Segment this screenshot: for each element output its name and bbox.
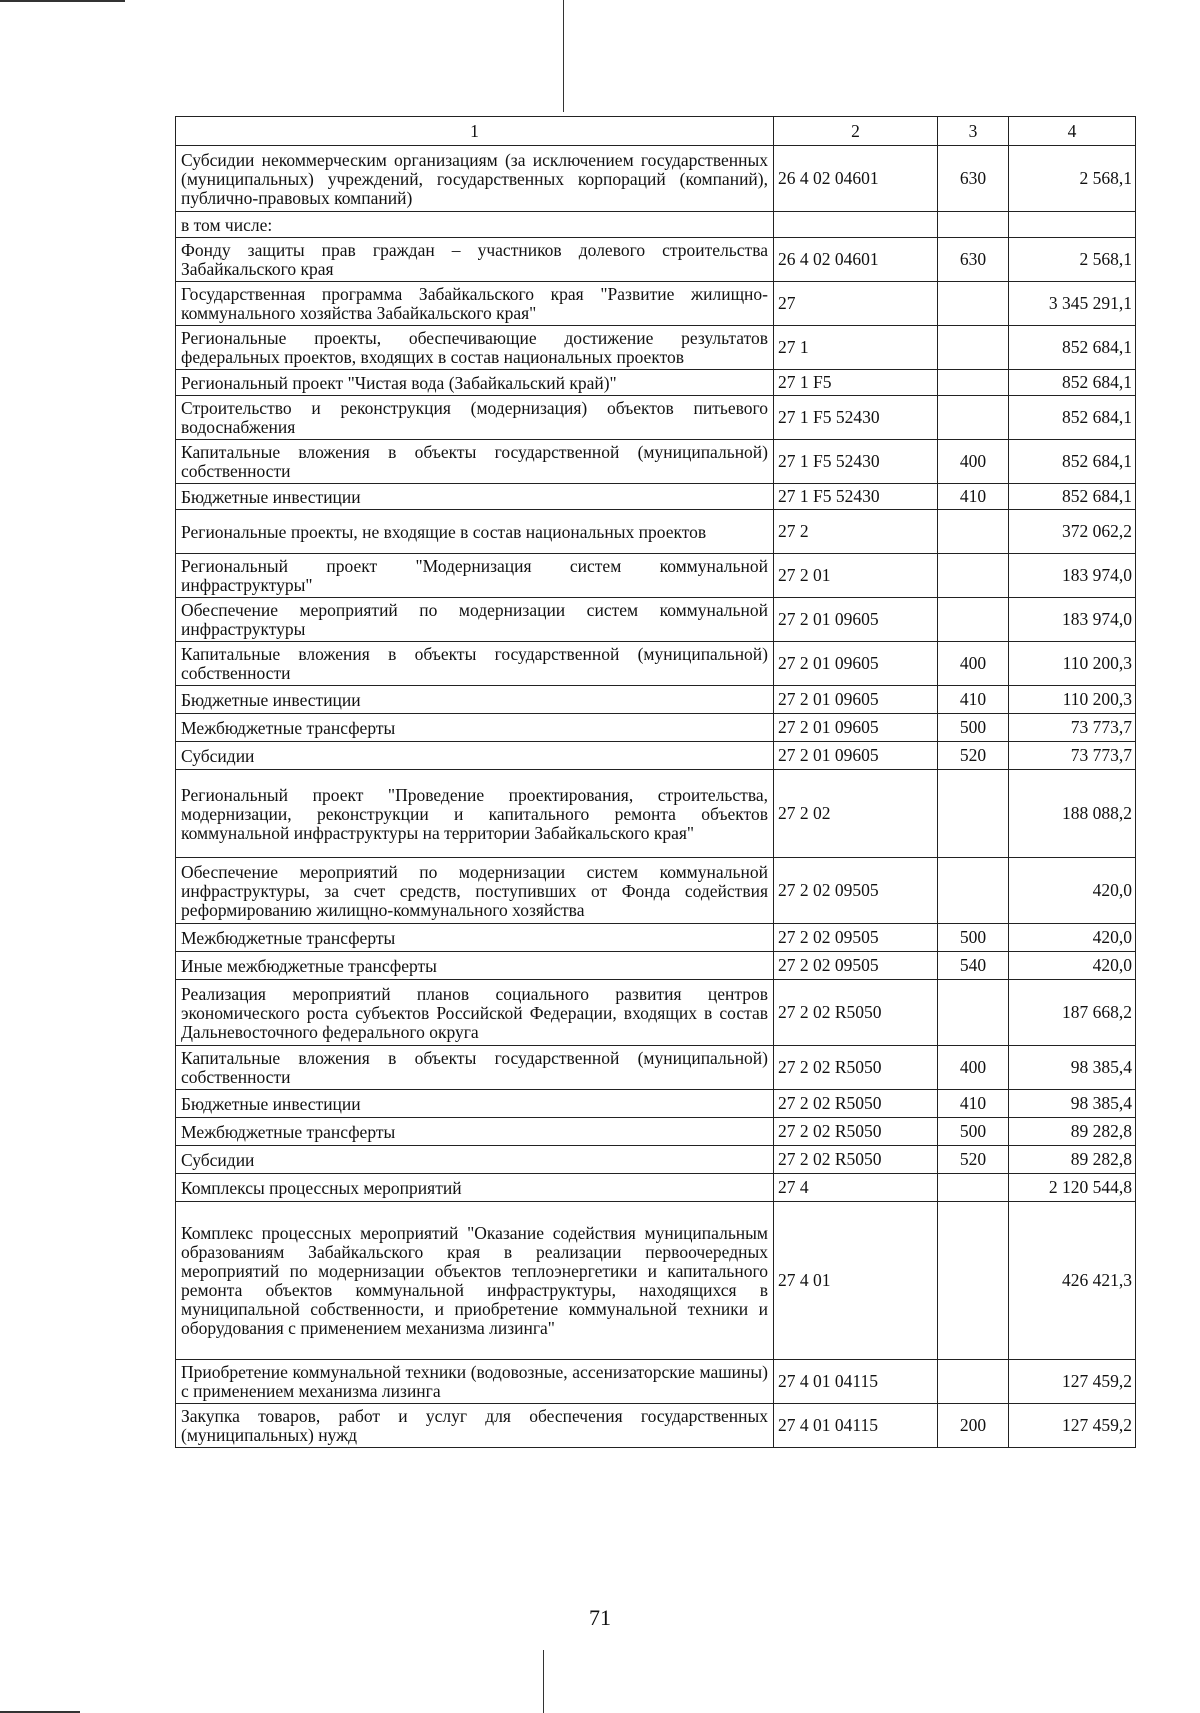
row-amount: 188 088,2 xyxy=(1009,770,1136,858)
row-type xyxy=(938,598,1009,642)
row-type xyxy=(938,770,1009,858)
row-name: Строительство и реконструкция (модернизация) объектов питьевого водоснабжения xyxy=(176,396,774,440)
row-amount: 110 200,3 xyxy=(1009,642,1136,686)
table-row xyxy=(176,598,1136,642)
row-amount: 89 282,8 xyxy=(1009,1118,1136,1146)
row-name: Региональный проект "Модернизация систем коммунальной инфраструктуры" xyxy=(176,554,774,598)
row-type: 520 xyxy=(938,1146,1009,1174)
row-name: Закупка товаров, работ и услуг для обеспечения государственных (муниципальных) нужд xyxy=(176,1404,774,1448)
table-header-row xyxy=(176,117,1136,146)
table-row xyxy=(176,686,1136,714)
row-name: Фонду защиты прав граждан – участников долевого строительства Забайкальского края xyxy=(176,238,774,282)
row-name: Субсидии некоммерческим организациям (за исключением государственных (муниципальных) учреждений, государственных корпораций (компаний), публично-правовых компаний) xyxy=(176,146,774,212)
row-amount: 420,0 xyxy=(1009,924,1136,952)
row-amount: 420,0 xyxy=(1009,858,1136,924)
table-row xyxy=(176,952,1136,980)
table-row xyxy=(176,554,1136,598)
row-code: 27 2 02 R5050 xyxy=(774,1146,938,1174)
row-name: Межбюджетные трансферты xyxy=(176,714,774,742)
row-type: 630 xyxy=(938,238,1009,282)
row-name: Государственная программа Забайкальского края "Развитие жилищно-коммунального хозяйства Забайкальского края" xyxy=(176,282,774,326)
header-col-3: 3 xyxy=(938,117,1009,146)
table-row xyxy=(176,1174,1136,1202)
row-code: 27 1 F5 52430 xyxy=(774,484,938,510)
row-name: Субсидии xyxy=(176,742,774,770)
row-name: Региональные проекты, не входящие в состав национальных проектов xyxy=(176,510,774,554)
scan-artifact-top-center xyxy=(563,0,564,112)
row-type xyxy=(938,510,1009,554)
row-amount: 852 684,1 xyxy=(1009,440,1136,484)
row-name: Капитальные вложения в объекты государственной (муниципальной) собственности xyxy=(176,642,774,686)
table-row xyxy=(176,1090,1136,1118)
row-amount: 73 773,7 xyxy=(1009,714,1136,742)
row-name: Приобретение коммунальной техники (водовозные, ассенизаторские машины) с применением механизма лизинга xyxy=(176,1360,774,1404)
row-amount: 852 684,1 xyxy=(1009,484,1136,510)
row-type: 400 xyxy=(938,642,1009,686)
row-name: Обеспечение мероприятий по модернизации систем коммунальной инфраструктуры, за счет средств, поступивших от Фонда содействия реформированию жилищно-коммунального хозяйства xyxy=(176,858,774,924)
row-name: Комплекс процессных мероприятий "Оказание содействия муниципальным образованиям Забайкальского края в реализации первоочередных мероприятий по модернизации объектов теплоэнергетики и капитального ремонта объектов коммунальной инфраструктуры, находящихся в муниципальной собственности, и приобретение коммунальной техники и оборудования с применением механизма лизинга" xyxy=(176,1202,774,1360)
row-name: Капитальные вложения в объекты государственной (муниципальной) собственности xyxy=(176,1046,774,1090)
row-name: Комплексы процессных мероприятий xyxy=(176,1174,774,1202)
row-code: 27 2 xyxy=(774,510,938,554)
row-type: 410 xyxy=(938,484,1009,510)
budget-table xyxy=(175,116,1136,1448)
row-amount: 2 568,1 xyxy=(1009,238,1136,282)
row-amount: 3 345 291,1 xyxy=(1009,282,1136,326)
row-type xyxy=(938,212,1009,238)
row-amount: 98 385,4 xyxy=(1009,1046,1136,1090)
header-col-1: 1 xyxy=(176,117,774,146)
row-amount: 420,0 xyxy=(1009,952,1136,980)
row-amount: 852 684,1 xyxy=(1009,370,1136,396)
row-code: 26 4 02 04601 xyxy=(774,146,938,212)
row-code: 27 2 01 09605 xyxy=(774,742,938,770)
table-row xyxy=(176,858,1136,924)
table-row xyxy=(176,1202,1136,1360)
row-code: 27 2 02 R5050 xyxy=(774,1046,938,1090)
table-row xyxy=(176,396,1136,440)
table-row xyxy=(176,1146,1136,1174)
row-type xyxy=(938,282,1009,326)
row-name: Капитальные вложения в объекты государственной (муниципальной) собственности xyxy=(176,440,774,484)
row-amount: 127 459,2 xyxy=(1009,1404,1136,1448)
row-code: 27 1 xyxy=(774,326,938,370)
row-name: Межбюджетные трансферты xyxy=(176,1118,774,1146)
table-row xyxy=(176,440,1136,484)
row-name: Реализация мероприятий планов социального развития центров экономического роста субъектов Российской Федерации, входящих в состав Дальневосточного федерального округа xyxy=(176,980,774,1046)
table-row xyxy=(176,282,1136,326)
row-code xyxy=(774,212,938,238)
row-type xyxy=(938,370,1009,396)
row-type: 400 xyxy=(938,1046,1009,1090)
row-code: 27 4 01 xyxy=(774,1202,938,1360)
row-amount: 183 974,0 xyxy=(1009,598,1136,642)
row-type: 200 xyxy=(938,1404,1009,1448)
row-code: 27 1 F5 52430 xyxy=(774,440,938,484)
table-row xyxy=(176,1046,1136,1090)
row-code: 27 1 F5 52430 xyxy=(774,396,938,440)
row-type: 500 xyxy=(938,924,1009,952)
row-code: 27 xyxy=(774,282,938,326)
table-body xyxy=(176,146,1136,1448)
row-code: 26 4 02 04601 xyxy=(774,238,938,282)
row-name: Региональные проекты, обеспечивающие достижение результатов федеральных проектов, входящих в состав национальных проектов xyxy=(176,326,774,370)
header-col-2: 2 xyxy=(774,117,938,146)
row-amount: 2 568,1 xyxy=(1009,146,1136,212)
row-code: 27 2 02 09505 xyxy=(774,858,938,924)
table-row xyxy=(176,924,1136,952)
row-code: 27 2 02 xyxy=(774,770,938,858)
row-amount: 89 282,8 xyxy=(1009,1146,1136,1174)
page-number: 71 xyxy=(589,1605,611,1630)
row-code: 27 2 01 09605 xyxy=(774,598,938,642)
row-name: Бюджетные инвестиции xyxy=(176,484,774,510)
row-type xyxy=(938,554,1009,598)
row-amount xyxy=(1009,212,1136,238)
row-code: 27 1 F5 xyxy=(774,370,938,396)
row-code: 27 2 02 R5050 xyxy=(774,1118,938,1146)
table-row xyxy=(176,146,1136,212)
row-type: 500 xyxy=(938,1118,1009,1146)
row-code: 27 2 01 xyxy=(774,554,938,598)
row-amount: 183 974,0 xyxy=(1009,554,1136,598)
row-code: 27 4 01 04115 xyxy=(774,1360,938,1404)
row-code: 27 4 xyxy=(774,1174,938,1202)
row-code: 27 2 01 09605 xyxy=(774,714,938,742)
row-type xyxy=(938,980,1009,1046)
table-row xyxy=(176,742,1136,770)
row-code: 27 2 02 09505 xyxy=(774,924,938,952)
scan-artifact-bottom-center xyxy=(543,1650,544,1713)
table-row xyxy=(176,510,1136,554)
row-amount: 426 421,3 xyxy=(1009,1202,1136,1360)
row-code: 27 4 01 04115 xyxy=(774,1404,938,1448)
row-amount: 852 684,1 xyxy=(1009,326,1136,370)
row-amount: 372 062,2 xyxy=(1009,510,1136,554)
row-code: 27 2 01 09605 xyxy=(774,642,938,686)
table-row xyxy=(176,642,1136,686)
row-type xyxy=(938,396,1009,440)
row-name: Субсидии xyxy=(176,1146,774,1174)
table-row xyxy=(176,1360,1136,1404)
table-row xyxy=(176,484,1136,510)
row-type xyxy=(938,1202,1009,1360)
table-row xyxy=(176,238,1136,282)
row-code: 27 2 01 09605 xyxy=(774,686,938,714)
row-type: 540 xyxy=(938,952,1009,980)
row-name: Региональный проект "Проведение проектирования, строительства, модернизации, реконструкции и капитального ремонта объектов коммунальной инфраструктуры на территории Забайкальского края" xyxy=(176,770,774,858)
table-row xyxy=(176,212,1136,238)
table-row xyxy=(176,980,1136,1046)
table-row xyxy=(176,770,1136,858)
row-name: Региональный проект "Чистая вода (Забайкальский край)" xyxy=(176,370,774,396)
table-row xyxy=(176,714,1136,742)
row-type: 500 xyxy=(938,714,1009,742)
table-row xyxy=(176,370,1136,396)
row-type xyxy=(938,858,1009,924)
header-col-4: 4 xyxy=(1009,117,1136,146)
row-code: 27 2 02 09505 xyxy=(774,952,938,980)
row-name: Бюджетные инвестиции xyxy=(176,686,774,714)
table-row xyxy=(176,1404,1136,1448)
scan-artifact-top-left xyxy=(0,0,125,2)
row-type: 400 xyxy=(938,440,1009,484)
row-name: в том числе: xyxy=(176,212,774,238)
row-amount: 73 773,7 xyxy=(1009,742,1136,770)
row-amount: 127 459,2 xyxy=(1009,1360,1136,1404)
row-type: 410 xyxy=(938,686,1009,714)
row-amount: 98 385,4 xyxy=(1009,1090,1136,1118)
row-amount: 852 684,1 xyxy=(1009,396,1136,440)
row-type xyxy=(938,326,1009,370)
row-code: 27 2 02 R5050 xyxy=(774,1090,938,1118)
row-type xyxy=(938,1174,1009,1202)
row-code: 27 2 02 R5050 xyxy=(774,980,938,1046)
table-row xyxy=(176,1118,1136,1146)
row-name: Межбюджетные трансферты xyxy=(176,924,774,952)
row-amount: 2 120 544,8 xyxy=(1009,1174,1136,1202)
row-type xyxy=(938,1360,1009,1404)
row-type: 630 xyxy=(938,146,1009,212)
row-name: Бюджетные инвестиции xyxy=(176,1090,774,1118)
row-type: 410 xyxy=(938,1090,1009,1118)
row-type: 520 xyxy=(938,742,1009,770)
row-name: Иные межбюджетные трансферты xyxy=(176,952,774,980)
row-name: Обеспечение мероприятий по модернизации систем коммунальной инфраструктуры xyxy=(176,598,774,642)
row-amount: 110 200,3 xyxy=(1009,686,1136,714)
row-amount: 187 668,2 xyxy=(1009,980,1136,1046)
table-row xyxy=(176,326,1136,370)
